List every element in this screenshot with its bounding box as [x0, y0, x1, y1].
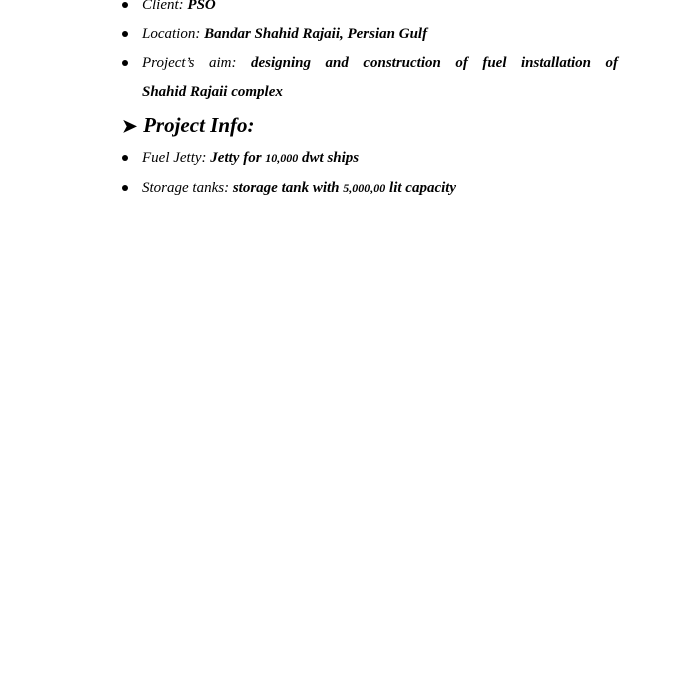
aim-value-line-2: Shahid Rajaii complex: [142, 84, 283, 100]
storage-tanks-value: [233, 180, 456, 196]
list-item-storage-tanks: [142, 174, 456, 203]
client-value: PSO: [187, 0, 216, 13]
list-item-aim: [142, 49, 618, 107]
client-label: Client:: [142, 0, 184, 13]
bullet-icon: [122, 155, 128, 161]
bullet-icon: [122, 60, 128, 66]
storage-tanks-number: 5,000,00: [343, 181, 386, 195]
fuel-jetty-label: Fuel Jetty:: [142, 150, 207, 166]
fuel-jetty-value-post: dwt ships: [302, 150, 360, 166]
fuel-jetty-number: 10,000: [265, 151, 299, 165]
storage-tanks-value-pre: storage tank with: [232, 180, 340, 196]
bullet-icon: [122, 2, 128, 8]
list-item-client: [142, 0, 216, 20]
list-item-fuel-jetty: [142, 144, 359, 173]
storage-tanks-value-post: lit capacity: [389, 180, 457, 196]
list-item-location: [142, 20, 427, 49]
fuel-jetty-value-pre: Jetty for: [210, 150, 262, 166]
bullet-icon: [122, 31, 128, 37]
aim-label: Project’s aim:: [142, 55, 237, 71]
aim-value-line-1: designing and construction of fuel installation of: [250, 55, 618, 71]
aim-line-1: [142, 49, 618, 78]
arrow-bullet-icon: ➤: [122, 116, 138, 136]
fuel-jetty-value: [210, 150, 359, 166]
storage-tanks-label: Storage tanks:: [142, 180, 230, 196]
project-info-heading: [122, 110, 255, 141]
bullet-icon: [122, 185, 128, 191]
location-label: Location:: [142, 26, 201, 42]
project-info-title: Project Info:: [143, 113, 255, 137]
location-value: Bandar Shahid Rajaii, Persian Gulf: [204, 26, 428, 42]
